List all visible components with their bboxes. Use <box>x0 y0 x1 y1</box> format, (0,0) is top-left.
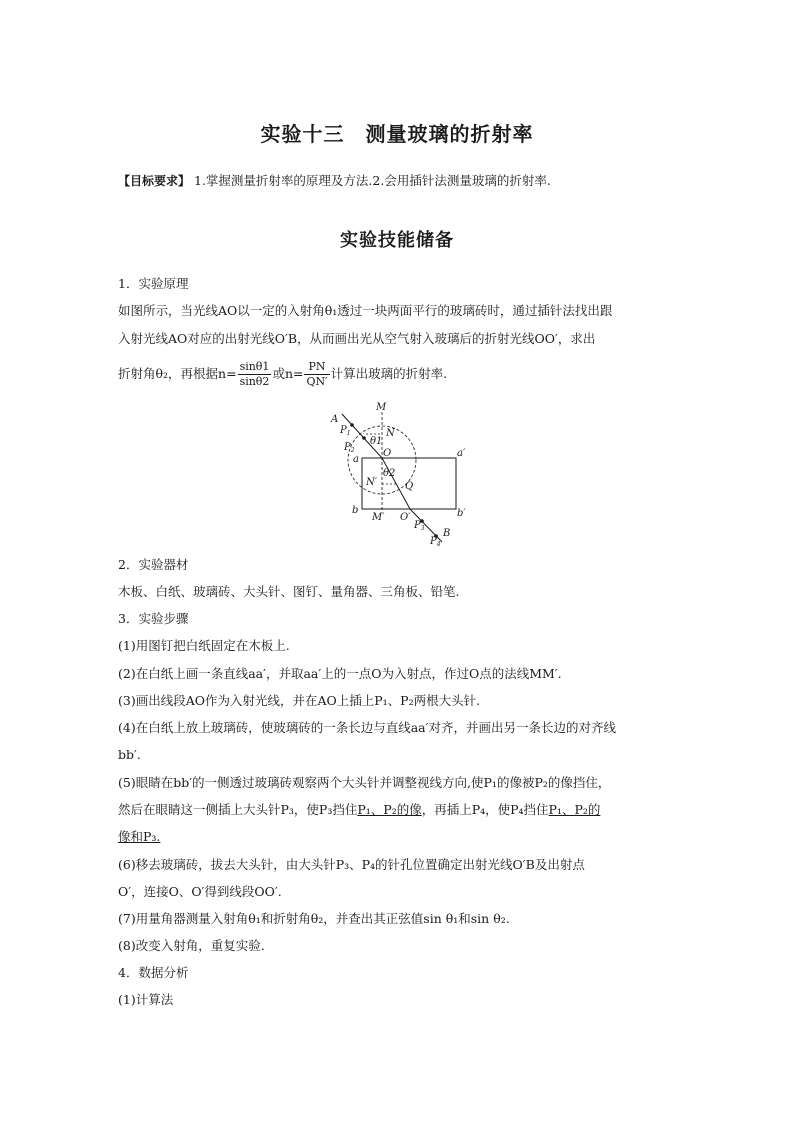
step-4-line-1: (4)在白纸上放上玻璃砖，使玻璃砖的一条长边与直线aa′对齐，并画出另一条长边的对齐线 <box>118 720 616 735</box>
formula-length-denominator: QN′ <box>306 375 328 388</box>
pin-p1 <box>350 423 354 427</box>
formula-sine-numerator: sinθ1 <box>239 360 270 373</box>
goal-text: 1.掌握测量折射率的原理及方法.2.会用插针法测量玻璃的折射率. <box>194 173 551 188</box>
refraction-diagram <box>330 398 480 550</box>
label-b-point: B <box>443 528 451 539</box>
step-3: (3)画出线段AO作为入射光线，并在AO上插上P₁、P₂两根大头针. <box>118 693 481 708</box>
label-theta1: θ1 <box>370 436 383 447</box>
step-5-text-b: ，再插上P₄，使P₄挡住 <box>421 802 549 817</box>
analysis-method-1: (1)计算法 <box>118 992 174 1007</box>
learning-goals <box>118 172 688 190</box>
goal-tag: 【目标要求】 <box>118 174 191 188</box>
label-m: M <box>376 402 387 413</box>
analysis-heading: 4．数据分析 <box>118 965 189 980</box>
step-7: (7)用量角器测量入射角θ₁和折射角θ₂，并查出其正弦值sin θ₁和sin θ₂. <box>118 911 510 926</box>
label-a-point: A <box>331 414 339 425</box>
step-5-text-a: 然后在眼睛这一侧插上大头针P₃，使P₃挡住 <box>118 802 358 817</box>
pin-p2 <box>362 436 366 440</box>
step-5-line-2 <box>118 801 683 819</box>
label-a-prime: a′ <box>457 448 466 459</box>
principle-text-post: 计算出玻璃的折射率. <box>330 366 448 381</box>
label-o: O <box>383 448 392 459</box>
label-b: b <box>352 505 359 516</box>
label-m-prime: M′ <box>372 512 385 523</box>
principle-line-1: 如图所示，当光线AO以一定的入射角θ₁透过一块两面平行的玻璃砖时，通过插针法找出跟 <box>118 303 613 318</box>
step-5-line-1: (5)眼睛在bb′的一侧透过玻璃砖观察两个大头针并调整视线方向,使P₁的像被P₂的像挡住， <box>118 775 611 790</box>
label-a: a <box>353 454 359 465</box>
label-n-prime: N′ <box>366 477 378 488</box>
label-p3: $P_3$ <box>414 520 425 532</box>
equipment-heading: 2．实验器材 <box>118 557 189 572</box>
step-5-answer-2: P₁、P₂的 <box>548 802 601 817</box>
principle-line-2: 入射光线AO对应的出射光线O′B，从而画出光从空气射入玻璃后的折射光线OO′，求出 <box>118 331 596 346</box>
step-2: (2)在白纸上画一条直线aa′，并取aa′上的一点O为入射点，作过O点的法线MM′. <box>118 666 562 681</box>
label-b-prime: b′ <box>457 508 466 519</box>
formula-length-ratio <box>304 360 329 389</box>
label-theta2: θ2 <box>383 468 396 479</box>
step-1: (1)用图钉把白纸固定在木板上. <box>118 638 290 653</box>
label-n: N <box>386 428 395 439</box>
label-p4: $P_4$ <box>430 536 441 548</box>
step-4-line-2: bb′. <box>118 747 141 762</box>
label-p1: $P_1$ <box>340 425 351 437</box>
page-title: 实验十三 测量玻璃的折射率 <box>260 122 534 146</box>
step-6-line-2: O′，连接O、O′得到线段OO′. <box>118 884 282 899</box>
formula-length-numerator: PN <box>304 360 329 375</box>
label-o-prime: O′ <box>400 512 411 523</box>
label-q: Q <box>405 481 414 492</box>
step-5-line-3: 像和P₃. <box>118 829 161 844</box>
step-5-answer-1: P₁、P₂的像 <box>357 802 422 817</box>
section-heading: 实验技能储备 <box>340 230 454 251</box>
pin-p3 <box>420 519 424 523</box>
steps-heading: 3．实验步骤 <box>118 611 189 626</box>
principle-text-mid: 或n= <box>272 366 304 381</box>
principle-heading: 1．实验原理 <box>118 276 189 291</box>
step-6-line-1: (6)移去玻璃砖，拔去大头针，由大头针P₃、P₄的针孔位置确定出射光线O′B及出射点 <box>118 857 585 872</box>
formula-sine-denominator: sinθ2 <box>239 375 270 388</box>
principle-text-pre: 折射角θ₂，再根据n= <box>118 366 237 381</box>
equipment-list: 木板、白纸、玻璃砖、大头针、图钉、量角器、三角板、铅笔. <box>118 584 460 599</box>
step-8: (8)改变入射角，重复实验. <box>118 938 265 953</box>
label-p2: $P_2$ <box>344 442 355 454</box>
formula-sine-ratio <box>238 360 272 389</box>
principle-line-3 <box>118 358 683 390</box>
